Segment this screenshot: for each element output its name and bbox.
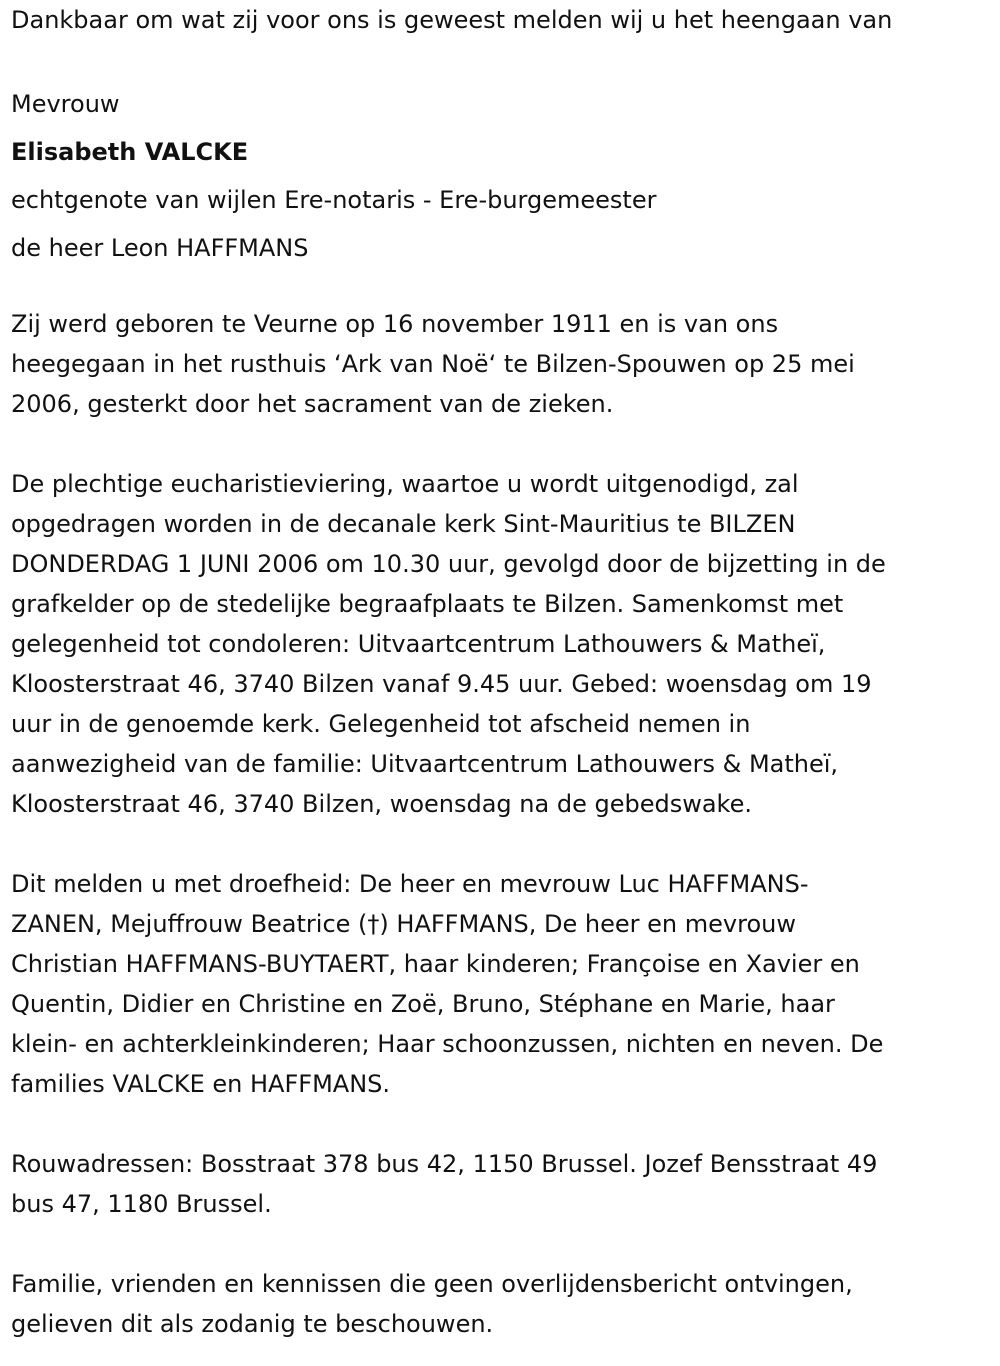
paragraph-line: bus 47, 1180 Brussel. bbox=[11, 1190, 272, 1218]
closing-paragraph bbox=[11, 1264, 993, 1344]
spacer bbox=[11, 424, 993, 464]
paragraph-line: grafkelder op de stedelijke begraafplaats te Bilzen. Samenkomst met bbox=[11, 590, 844, 618]
spacer bbox=[11, 1224, 993, 1264]
paragraph-line: Kloosterstraat 46, 3740 Bilzen, woensdag na de gebedswake. bbox=[11, 790, 752, 818]
address-paragraph bbox=[11, 1144, 993, 1224]
paragraph-line: families VALCKE en HAFFMANS. bbox=[11, 1070, 391, 1098]
title-prefix: Mevrouw bbox=[11, 90, 120, 118]
ceremony-paragraph bbox=[11, 464, 993, 824]
paragraph-line: De plechtige eucharistieviering, waartoe u wordt uitgenodigd, zal bbox=[11, 470, 799, 498]
paragraph-line: gelegenheid tot condoleren: Uitvaartcentrum Lathouwers & Matheï, bbox=[11, 630, 826, 658]
spacer bbox=[11, 272, 993, 304]
paragraph-line: uur in de genoemde kerk. Gelegenheid tot afscheid nemen in bbox=[11, 710, 751, 738]
paragraph-line: klein- en achterkleinkinderen; Haar schoonzussen, nichten en neven. De bbox=[11, 1030, 884, 1058]
paragraph-line: heegegaan in het rusthuis ‘Ark van Noë‘ te Bilzen-Spouwen op 25 mei bbox=[11, 350, 855, 378]
paragraph-line: Christian HAFFMANS-BUYTAERT, haar kinderen; Françoise en Xavier en bbox=[11, 950, 860, 978]
paragraph-line: Zij werd geboren te Veurne op 16 november 1911 en is van ons bbox=[11, 310, 779, 338]
intro-text: Dankbaar om wat zij voor ons is geweest melden wij u het heengaan van bbox=[11, 6, 893, 34]
spacer bbox=[11, 40, 993, 80]
paragraph-line: 2006, gesterkt door het sacrament van de zieken. bbox=[11, 390, 614, 418]
obituary-document bbox=[11, 0, 993, 1344]
paragraph-line: Rouwadressen: Bosstraat 378 bus 42, 1150 Brussel. Jozef Bensstraat 49 bbox=[11, 1150, 878, 1178]
birth-paragraph bbox=[11, 304, 993, 424]
spacer bbox=[11, 824, 993, 864]
paragraph-line: ZANEN, Mejuffrouw Beatrice (†) HAFFMANS, De heer en mevrouw bbox=[11, 910, 796, 938]
paragraph-line: Quentin, Didier en Christine en Zoë, Bruno, Stéphane en Marie, haar bbox=[11, 990, 835, 1018]
paragraph-line: Dit melden u met droefheid: De heer en mevrouw Luc HAFFMANS- bbox=[11, 870, 809, 898]
paragraph-line: DONDERDAG 1 JUNI 2006 om 10.30 uur, gevolgd door de bijzetting in de bbox=[11, 550, 886, 578]
paragraph-line: aanwezigheid van de familie: Uitvaartcentrum Lathouwers & Matheï, bbox=[11, 750, 839, 778]
deceased-name: Elisabeth VALCKE bbox=[11, 138, 249, 166]
paragraph-line: gelieven dit als zodanig te beschouwen. bbox=[11, 1310, 494, 1338]
family-paragraph bbox=[11, 864, 993, 1104]
paragraph-line: Kloosterstraat 46, 3740 Bilzen vanaf 9.45 uur. Gebed: woensdag om 19 bbox=[11, 670, 872, 698]
paragraph-line: opgedragen worden in de decanale kerk Sint-Mauritius te BILZEN bbox=[11, 510, 796, 538]
spouse-line-1: echtgenote van wijlen Ere-notaris - Ere-burgemeester bbox=[11, 186, 657, 214]
spacer bbox=[11, 1104, 993, 1144]
paragraph-line: Familie, vrienden en kennissen die geen overlijdensbericht ontvingen, bbox=[11, 1270, 853, 1298]
spouse-line-2: de heer Leon HAFFMANS bbox=[11, 234, 309, 262]
